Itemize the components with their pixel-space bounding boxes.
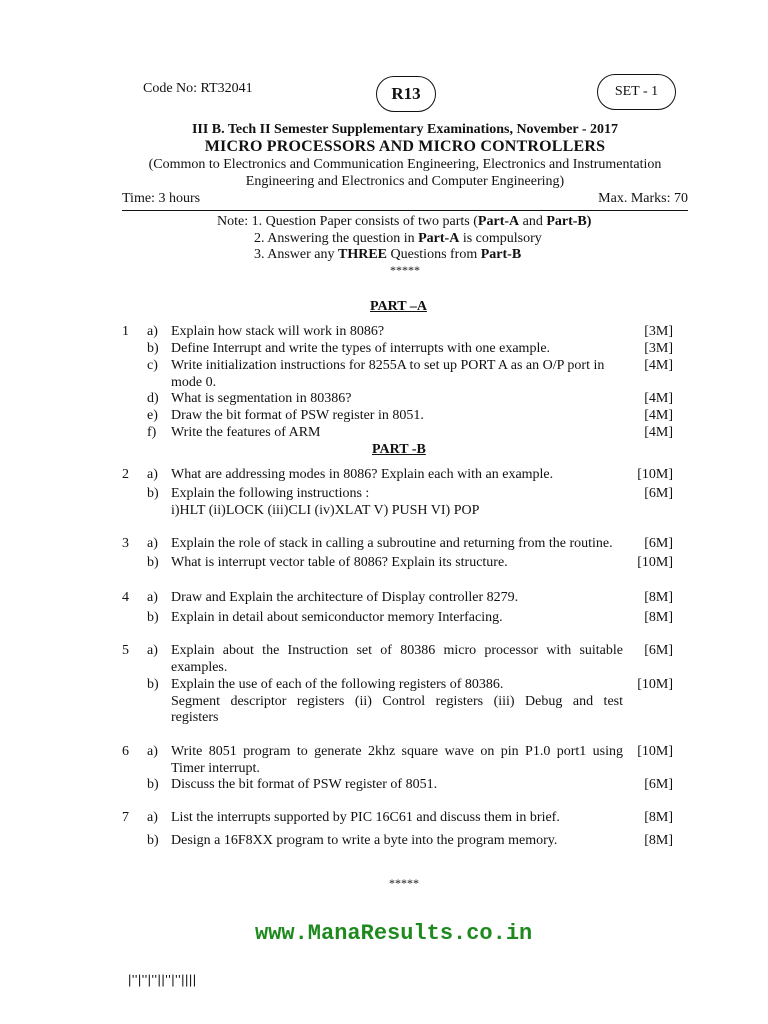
set-badge <box>597 74 676 110</box>
q7a-marks: [8M] <box>644 810 673 825</box>
question-number-6: 6 <box>122 744 129 759</box>
question-number-7: 7 <box>122 810 129 825</box>
q4a-label: a) <box>147 590 158 605</box>
question-number-1: 1 <box>122 324 129 339</box>
note2-post: is compulsory <box>459 231 542 246</box>
q5b-text-line2: Segment descriptor registers (ii) Control registers (iii) Debug and test <box>171 694 623 709</box>
q1a-marks: [3M] <box>644 324 673 339</box>
q1a-label: a) <box>147 324 158 339</box>
header-divider <box>122 210 688 211</box>
note2-bold: Part-A <box>418 231 460 246</box>
q2b-text-line2: i)HLT (ii)LOCK (iii)CLI (iv)XLAT V) PUSH VI) POP <box>171 503 480 518</box>
end-stars: ***** <box>389 876 419 890</box>
exam-title: III B. Tech II Semester Supplementary Examinations, November - 2017 <box>191 122 619 137</box>
q2a-label: a) <box>147 467 158 482</box>
q7a-label: a) <box>147 810 158 825</box>
note1-mid: and <box>519 214 547 229</box>
q1c-label: c) <box>147 358 158 373</box>
q1d-label: d) <box>147 391 159 406</box>
q2b-marks: [6M] <box>644 486 673 501</box>
common-note-line2: Engineering and Electronics and Computer Engineering) <box>245 174 565 189</box>
q1f-marks: [4M] <box>644 425 673 440</box>
question-number-2: 2 <box>122 467 129 482</box>
q7b-marks: [8M] <box>644 833 673 848</box>
q2b-text-line1: Explain the following instructions : <box>171 486 370 501</box>
q1a-text: Explain how stack will work in 8086? <box>171 324 385 339</box>
q3a-marks: [6M] <box>644 536 673 551</box>
q5a-label: a) <box>147 643 158 658</box>
q1f-text: Write the features of ARM <box>171 425 321 440</box>
website-watermark: www.ManaResults.co.in <box>255 921 533 946</box>
q6a-text-line2: Timer interrupt. <box>171 761 260 776</box>
q6a-label: a) <box>147 744 158 759</box>
q6b-label: b) <box>147 777 159 792</box>
q7b-label: b) <box>147 833 159 848</box>
time-duration: Time: 3 hours <box>122 191 201 206</box>
q6b-text: Discuss the bit format of PSW register of 8051. <box>171 777 438 792</box>
note1-bold-a: Part-A <box>477 214 520 229</box>
q1d-marks: [4M] <box>644 391 673 406</box>
note3-mid: Questions from <box>387 247 481 262</box>
q4b-text: Explain in detail about semiconductor memory Interfacing. <box>171 610 503 625</box>
q5a-marks: [6M] <box>644 643 673 658</box>
q4a-text: Draw and Explain the architecture of Display controller 8279. <box>171 590 519 605</box>
q1c-text-line2: mode 0. <box>171 375 217 390</box>
q5a-text-line1: Explain about the Instruction set of 80386 micro processor with suitable <box>171 643 623 658</box>
q1c-text-line1: Write initialization instructions for 8255A to set up PORT A as an O/P port in <box>171 358 605 373</box>
max-marks: Max. Marks: 70 <box>598 191 688 206</box>
q1b-marks: [3M] <box>644 341 673 356</box>
q1e-marks: [4M] <box>644 408 673 423</box>
q1b-text: Define Interrupt and write the types of interrupts with one example. <box>171 341 551 356</box>
subject-title: MICRO PROCESSORS AND MICRO CONTROLLERS <box>204 138 606 155</box>
q7b-text: Design a 16F8XX program to write a byte into the program memory. <box>171 833 558 848</box>
q1b-label: b) <box>147 341 159 356</box>
q1f-label: f) <box>147 425 157 440</box>
q7a-text: List the interrupts supported by PIC 16C61 and discuss them in brief. <box>171 810 560 825</box>
note2-text: 2. Answering the question in <box>254 231 419 246</box>
q2b-label: b) <box>147 486 159 501</box>
regulation-label: R13 <box>391 84 421 103</box>
question-number-5: 5 <box>122 643 129 658</box>
question-number-4: 4 <box>122 590 129 605</box>
q1e-text: Draw the bit format of PSW register in 8051. <box>171 408 424 423</box>
q2a-marks: [10M] <box>637 467 673 482</box>
common-note-line1: (Common to Electronics and Communication Engineering, Electronics and Instrumentation <box>148 157 662 172</box>
q4b-marks: [8M] <box>644 610 673 625</box>
note3-bold-three: THREE <box>338 247 388 262</box>
note-line-2 <box>254 231 542 247</box>
code-number: Code No: RT32041 <box>143 81 253 96</box>
q6b-marks: [6M] <box>644 777 673 792</box>
note-line-1 <box>217 214 591 230</box>
q5b-text-line3: registers <box>171 710 219 725</box>
note1-text: Note: 1. Question Paper consists of two parts ( <box>217 214 478 229</box>
q2a-text: What are addressing modes in 8086? Explain each with an example. <box>171 467 554 482</box>
regulation-badge <box>376 76 436 112</box>
note3-text: 3. Answer any <box>254 247 338 262</box>
barcode: |''|''|''||''|''|||| <box>128 972 197 987</box>
q1d-text: What is segmentation in 80386? <box>171 391 352 406</box>
q3b-label: b) <box>147 555 159 570</box>
q1e-label: e) <box>147 408 158 423</box>
q6a-text-line1: Write 8051 program to generate 2khz square wave on pin P1.0 port1 using <box>171 744 623 759</box>
q5b-text-line1: Explain the use of each of the following registers of 80386. <box>171 677 504 692</box>
part-a-heading: PART –A <box>370 299 427 314</box>
q3a-text: Explain the role of stack in calling a subroutine and returning from the routine. <box>171 536 613 551</box>
q1c-marks: [4M] <box>644 358 673 373</box>
question-number-3: 3 <box>122 536 129 551</box>
part-b-heading: PART -B <box>372 442 426 457</box>
q5a-text-line2: examples. <box>171 660 228 675</box>
set-label: SET - 1 <box>614 84 659 99</box>
q3a-label: a) <box>147 536 158 551</box>
q6a-marks: [10M] <box>637 744 673 759</box>
note3-bold-partb: Part-B <box>480 247 522 262</box>
q3b-text: What is interrupt vector table of 8086? Explain its structure. <box>171 555 508 570</box>
q5b-marks: [10M] <box>637 677 673 692</box>
q4a-marks: [8M] <box>644 590 673 605</box>
note1-bold-b: Part-B) <box>546 214 592 229</box>
q4b-label: b) <box>147 610 159 625</box>
separator-stars: ***** <box>390 263 420 277</box>
q3b-marks: [10M] <box>637 555 673 570</box>
note-line-3 <box>254 247 521 263</box>
q5b-label: b) <box>147 677 159 692</box>
